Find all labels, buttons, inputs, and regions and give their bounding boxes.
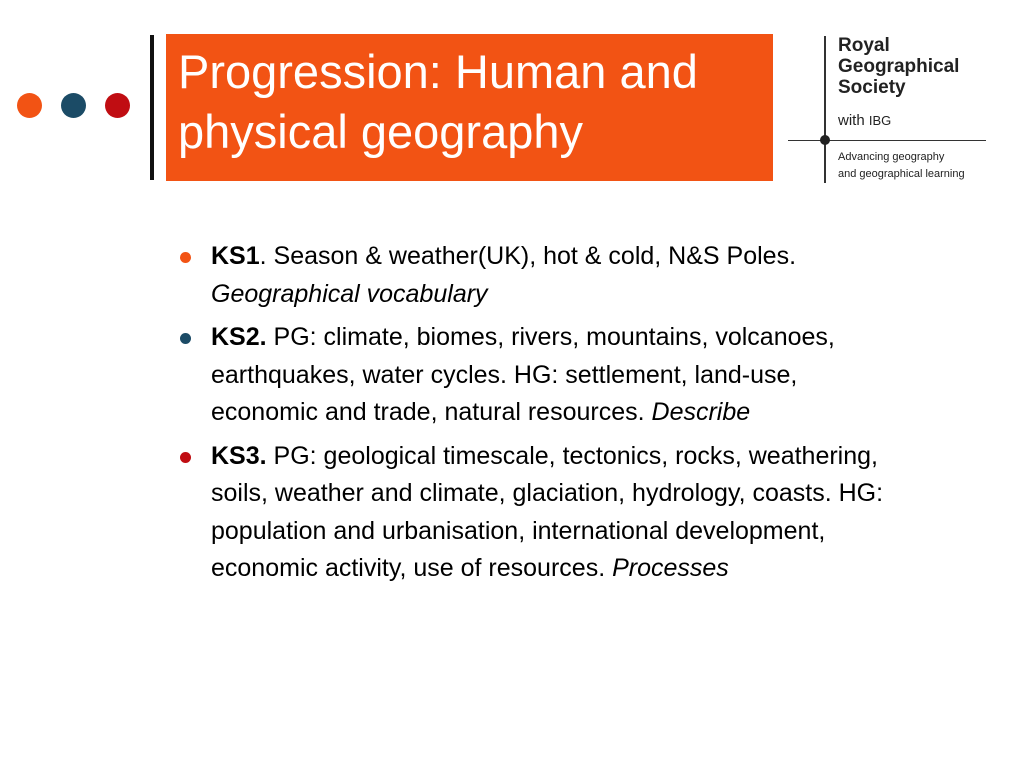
logo-dot [820, 135, 830, 145]
bullet-text: Season & weather(UK), hot & cold, N&S Poles. [266, 242, 797, 270]
logo-vertical-line [824, 36, 826, 183]
bullet-dot-icon [180, 252, 191, 263]
bullet-text: PG: geological timescale, tectonics, rocks, weathering, soils, weather and climate, glaciation, hydrology, coasts. HG: population and urbanisation, international development, economic activity, use of resources. [211, 441, 884, 582]
decorative-dot-blue [61, 93, 86, 118]
logo-tagline: Advancing geography and geographical learning [838, 151, 965, 180]
bullet-list [180, 238, 900, 594]
bullet-dot-icon [180, 452, 191, 463]
logo-name: Royal Geographical Society [838, 35, 960, 98]
bullet-ks2 [180, 319, 900, 432]
bullet-emphasis: Describe [651, 398, 751, 426]
decorative-dot-orange [17, 93, 42, 118]
bullet-text: PG: climate, biomes, rivers, mountains, volcanoes, earthquakes, water cycles. HG: settlement, land-use, economic and trade, natural resources. [211, 323, 835, 426]
slide-title: Progression: Human and physical geography [178, 45, 698, 158]
decorative-dot-red [105, 93, 130, 118]
bullet-ks1: KS1. Season & weather(UK), hot & cold, N&S Poles. Geographical vocabulary [180, 238, 900, 313]
bullet-emphasis: Geographical vocabulary [211, 279, 488, 308]
bullet-dot-icon [180, 333, 191, 344]
bullet-keyword: KS3. [211, 441, 267, 470]
rgs-logo [786, 33, 1006, 188]
logo-with-ibg: with IBG [838, 112, 892, 129]
bullet-keyword: KS1 [211, 242, 260, 270]
title-banner [166, 34, 773, 181]
bullet-emphasis: Processes [612, 554, 729, 582]
title-divider-bar [150, 35, 154, 180]
bullet-keyword: KS2. [211, 323, 267, 351]
logo-horizontal-line [788, 140, 986, 141]
bullet-ks3 [180, 438, 900, 588]
